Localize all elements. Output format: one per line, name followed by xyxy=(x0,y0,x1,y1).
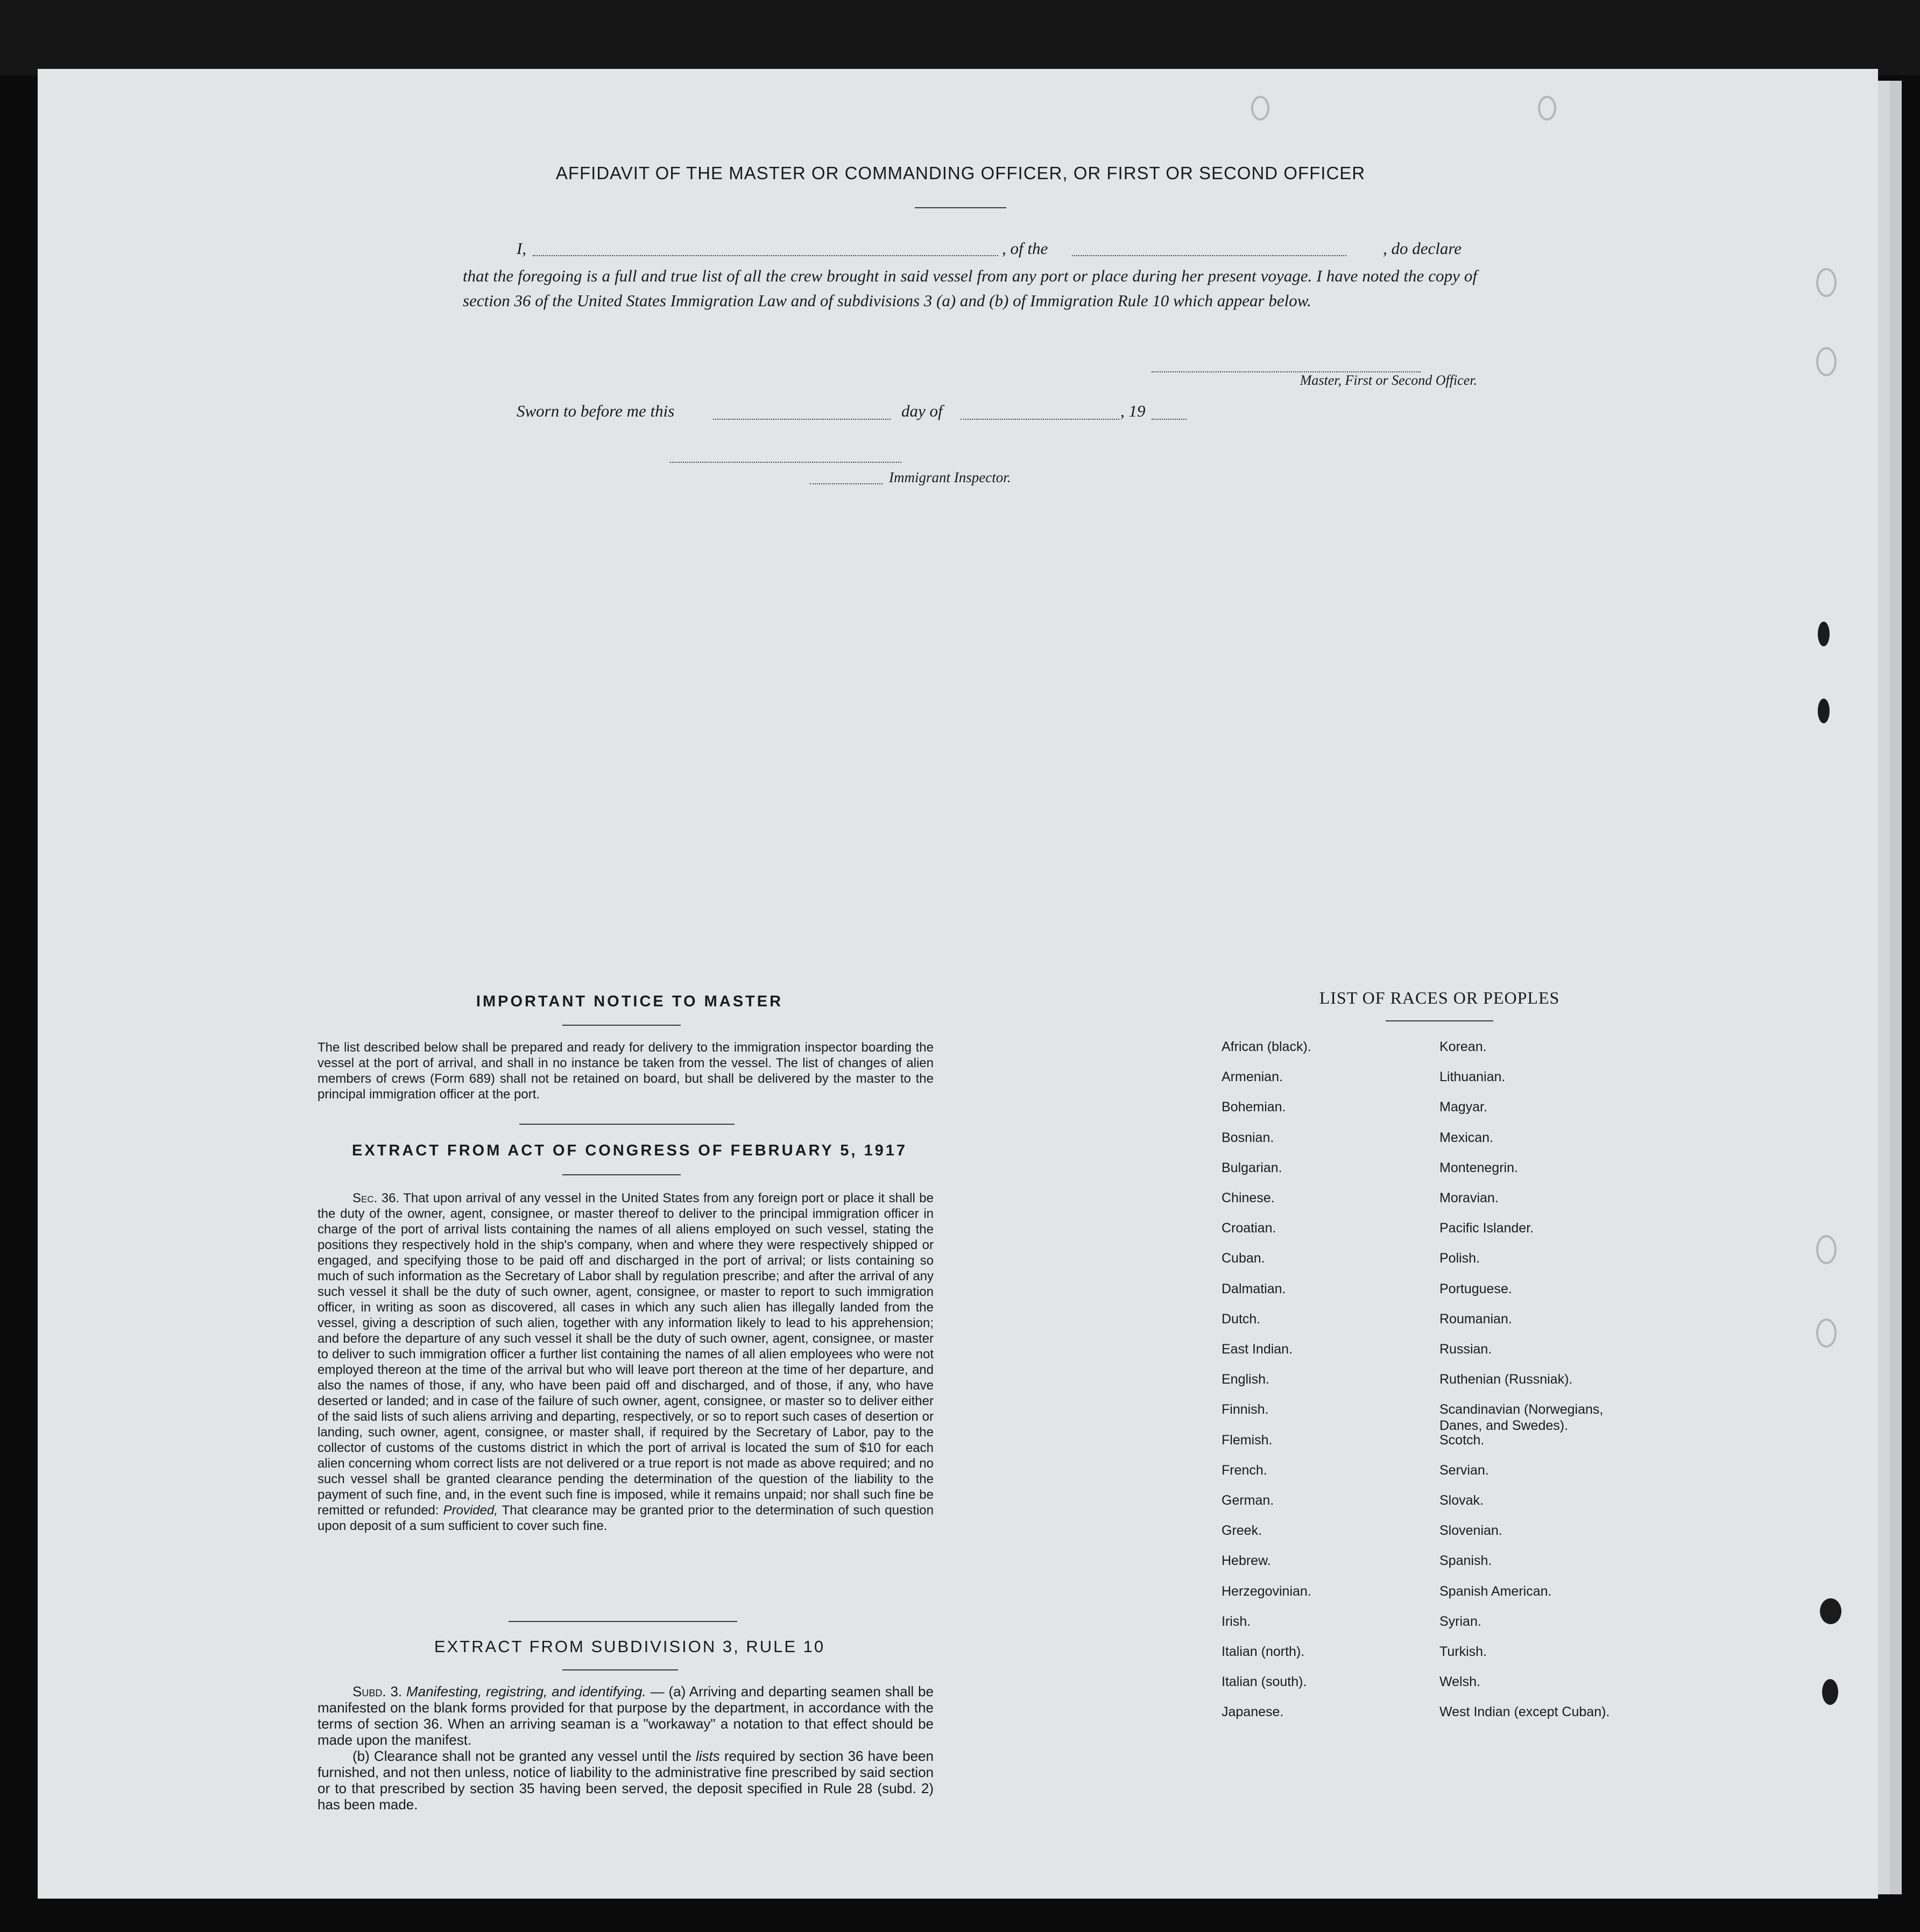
divider xyxy=(562,1669,678,1670)
race-entry: Syrian. xyxy=(1439,1614,1481,1629)
race-entry: Bosnian. xyxy=(1222,1130,1274,1145)
race-entry: Slovak. xyxy=(1439,1493,1484,1508)
divider xyxy=(509,1621,737,1622)
race-entry: West Indian (except Cuban). xyxy=(1439,1704,1610,1719)
race-entry: German. xyxy=(1222,1493,1274,1508)
race-entry: Greek. xyxy=(1222,1523,1262,1538)
divider xyxy=(519,1124,735,1125)
affidavit-do-declare: , do declare xyxy=(1383,239,1462,258)
affidavit-of-the: , of the xyxy=(1002,239,1048,258)
section-36-tail: That clearance may be granted prior to the determination of such question upon deposit of a sum sufficient to cover such fine. xyxy=(317,1503,934,1533)
day-blank xyxy=(713,404,891,420)
race-entry: Portuguese. xyxy=(1439,1281,1512,1296)
para-b-lead: (b) Clearance shall not be granted any vessel until the xyxy=(352,1748,691,1764)
sworn-label: Sworn to before me this xyxy=(517,401,675,420)
signature-caption: Master, First or Second Officer. xyxy=(1300,372,1477,388)
extract-rule-text xyxy=(317,1683,934,1813)
race-entry: Armenian. xyxy=(1222,1069,1283,1084)
binder-hole-icon xyxy=(1538,96,1556,121)
race-entry: Italian (north). xyxy=(1222,1644,1305,1659)
divider xyxy=(1386,1020,1493,1021)
race-entry: Cuban. xyxy=(1222,1251,1265,1266)
race-entry: Slovenian. xyxy=(1439,1523,1502,1538)
race-entry: Moravian. xyxy=(1439,1190,1499,1205)
race-entry: Roumanian. xyxy=(1439,1311,1512,1327)
race-entry: Mexican. xyxy=(1439,1130,1494,1145)
race-entry: Lithuanian. xyxy=(1439,1069,1506,1084)
binder-hole-icon xyxy=(1816,1318,1837,1348)
race-entry: Korean. xyxy=(1439,1039,1487,1054)
year-prefix: , 19 xyxy=(1120,401,1146,420)
race-entry: Dalmatian. xyxy=(1222,1281,1286,1296)
races-title: LIST OF RACES OR PEOPLES xyxy=(1319,988,1560,1007)
binder-hole-icon xyxy=(1820,1598,1841,1624)
race-entry: Bohemian. xyxy=(1222,1099,1286,1115)
race-entry: Magyar. xyxy=(1439,1099,1487,1115)
race-entry: East Indian. xyxy=(1222,1342,1293,1357)
vessel-blank xyxy=(1072,240,1346,256)
race-entry: Ruthenian (Russniak). xyxy=(1439,1372,1573,1387)
page-edge xyxy=(1878,81,1890,1894)
para-b-lists: lists xyxy=(695,1748,720,1764)
para-a: — (a) Arriving and departing seamen shall be manifested on the blank forms provided for that purpose by the department, in accordance with the terms of section 36. When an arriving seaman is a "workaway" a notation to that effect should be made upon the manifest. xyxy=(317,1683,934,1748)
race-entry: Welsh. xyxy=(1439,1674,1480,1689)
provided-label: Provided, xyxy=(443,1503,498,1518)
race-entry: Japanese. xyxy=(1222,1704,1284,1719)
race-entry: Irish. xyxy=(1222,1614,1251,1629)
notice-text: The list described below shall be prepared and ready for delivery to the immigration inspector boarding the vessel at the port of arrival, and shall in no instance be taken from the vessel. The list of changes of alien members of crews (Form 689) shall not be retained on board, but shall be delivered by the master to the principal immigration officer at the port. xyxy=(317,1040,934,1102)
binder-hole-icon xyxy=(1818,699,1830,723)
page-edge xyxy=(1890,81,1902,1894)
divider xyxy=(562,1025,681,1026)
divider xyxy=(562,1174,681,1175)
race-entry: Spanish. xyxy=(1439,1553,1492,1568)
binder-hole-icon xyxy=(1816,268,1837,297)
race-entry: Scandinavian (Norwegians, Danes, and Swedes). xyxy=(1439,1402,1604,1433)
race-entry: Pacific Islander. xyxy=(1439,1221,1534,1236)
divider xyxy=(915,207,1006,208)
para-b-rest: required by section 36 have been furnished, and not then unless, notice of liability to the administrative fine prescribed by said section or to that prescribed by section 35 having been served, the deposit specified in Rule 28 (subd. 2) has been made. xyxy=(317,1748,934,1813)
extract-rule-title: EXTRACT FROM SUBDIVISION 3, RULE 10 xyxy=(434,1637,825,1656)
race-entry: English. xyxy=(1222,1372,1269,1387)
binder-hole-icon xyxy=(1822,1679,1838,1705)
inspector-caption: Immigrant Inspector. xyxy=(889,469,1011,485)
race-entry: Dutch. xyxy=(1222,1311,1261,1327)
section-label: Sec. 36. xyxy=(352,1191,400,1205)
year-blank xyxy=(1152,404,1187,420)
name-blank xyxy=(533,240,998,256)
race-entry: Servian. xyxy=(1439,1463,1489,1478)
month-blank xyxy=(961,404,1119,420)
inspector-blank xyxy=(810,468,883,484)
binder-hole-icon xyxy=(1818,622,1830,646)
subd-heading: Manifesting, registring, and identifying. xyxy=(406,1683,646,1700)
race-entry: Hebrew. xyxy=(1222,1553,1271,1568)
race-entry: Italian (south). xyxy=(1222,1674,1307,1689)
subd-label: Subd. 3. xyxy=(352,1683,403,1700)
race-entry: Russian. xyxy=(1439,1342,1492,1357)
race-entry: Spanish American. xyxy=(1439,1584,1552,1599)
race-entry: French. xyxy=(1222,1463,1267,1478)
race-entry: Scotch. xyxy=(1439,1433,1485,1448)
inspector-signature-blank xyxy=(670,447,901,463)
extract-act-text xyxy=(317,1190,934,1534)
affidavit-i-label: I, xyxy=(517,239,527,258)
race-entry: Chinese. xyxy=(1222,1190,1275,1205)
extract-act-title: EXTRACT FROM ACT OF CONGRESS OF FEBRUARY 5, 1917 xyxy=(351,1142,908,1159)
race-entry: Montenegrin. xyxy=(1439,1160,1518,1175)
signature-blank xyxy=(1152,356,1421,372)
race-entry: Bulgarian. xyxy=(1222,1160,1282,1175)
day-of-label: day of xyxy=(901,401,943,420)
binder-hole-icon xyxy=(1816,347,1837,376)
notice-title: IMPORTANT NOTICE TO MASTER xyxy=(476,993,783,1010)
race-entry: Herzegovinian. xyxy=(1222,1584,1311,1599)
race-entry: Polish. xyxy=(1439,1251,1480,1266)
race-entry: Flemish. xyxy=(1222,1433,1273,1448)
race-entry: African (black). xyxy=(1222,1039,1311,1054)
affidavit-title: AFFIDAVIT OF THE MASTER OR COMMANDING OFFICER, OR FIRST OR SECOND OFFICER xyxy=(555,163,1366,183)
affidavit-body: that the foregoing is a full and true list of all the crew brought in said vessel from any port or place during her present voyage. I have noted the copy of section 36 of the United States Immigration Law and of subdivisions 3 (a) and (b) of Immigration Rule 10 which appear below. xyxy=(463,266,1477,310)
race-entry: Turkish. xyxy=(1439,1644,1487,1659)
race-entry: Croatian. xyxy=(1222,1221,1276,1236)
binder-hole-icon xyxy=(1816,1235,1837,1264)
binder-hole-icon xyxy=(1251,96,1269,121)
section-36-body: That upon arrival of any vessel in the United States from any foreign port or place it shall be the duty of the owner, agent, consignee, or master thereof to deliver to the principal immigration officer in charge of the port of arrival lists containing the names of all aliens employed on such vessel, stating the positions they respectively hold in the ship's company, when and where they were respectively shipped or engaged, and specifying those to be paid off and discharged in the port of arrival; or lists containing so much of such information as the Secretary of Labor shall by regulation prescribe; and after the arrival of any such vessel it shall be the duty of such owner, agent, consignee, or master to report to such immigration officer, in writing as soon as discovered, all cases in which any such alien has illegally landed from the vessel, giving a description of such alien, together with any information likely to lead to his apprehension; and before the departure of any such vessel it shall be the duty of such owner, agent, consignee, or master to deliver to such immigration officer a further list containing the names of all alien employees who were not employed thereon at the time of the arrival but who will leave port thereon at the time of her departure, and also the names of those, if any, who have been paid off and discharged, and of those, if any, who have deserted or landed; and in case of the failure of such owner, agent, consignee, or master so to deliver either of the said lists of such aliens arriving and departing, respectively, or so to report such cases of desertion or landing, such owner, agent, consignee, or master shall, if required by the Secretary of Labor, pay to the collector of customs of the customs district in which the port of arrival is located the sum of $10 for each alien concerning whom correct lists are not delivered or a true report is not made as above required; and no such vessel shall be granted clearance pending the determination of the question of the liability to the payment of such fine, and, in the event such fine is imposed, while it remains unpaid; nor shall such fine be remitted or refunded: xyxy=(317,1191,934,1518)
race-entry: Finnish. xyxy=(1222,1402,1269,1417)
scan-background xyxy=(0,0,1920,75)
